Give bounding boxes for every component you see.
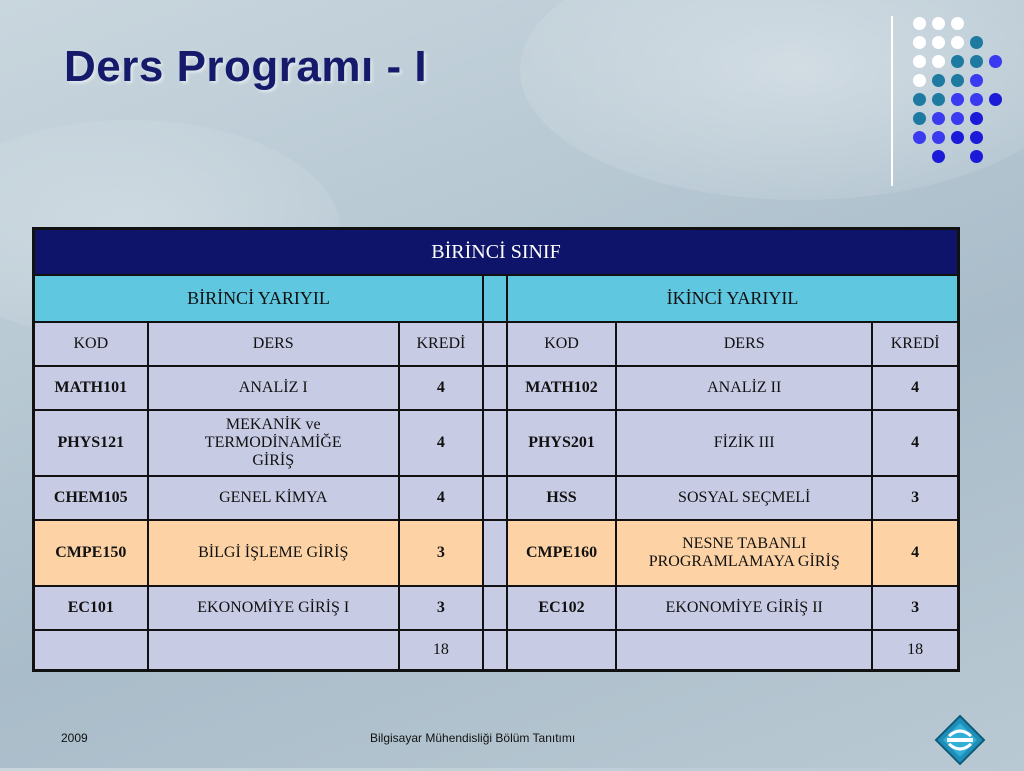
total-credit-first: 18: [399, 630, 483, 670]
course-name: SOSYAL SEÇMELİ: [616, 476, 872, 520]
course-code: PHYS121: [34, 410, 148, 476]
slide-title: Ders Programı - I: [64, 42, 428, 91]
course-name: FİZİK III: [616, 410, 872, 476]
column-gap: [483, 410, 507, 476]
column-header-course: DERS: [616, 322, 872, 366]
column-gap: [483, 630, 507, 670]
totals-row: [34, 630, 959, 670]
footer-text: Bilgisayar Mühendisliği Bölüm Tanıtımı: [370, 731, 576, 745]
course-code: CMPE160: [507, 520, 616, 586]
course-code: HSS: [507, 476, 616, 520]
table-row: [34, 366, 959, 410]
table-row: [34, 410, 959, 476]
column-gap: [483, 520, 507, 586]
divider-line: [891, 16, 893, 186]
semester-header-second: İKİNCİ YARIYIL: [507, 275, 959, 322]
total-credit-second: 18: [872, 630, 958, 670]
column-gap: [483, 322, 507, 366]
course-name: MEKANİK ve TERMODİNAMİĞE GİRİŞ: [148, 410, 399, 476]
course-name: ANALİZ II: [616, 366, 872, 410]
course-schedule-table: [32, 227, 960, 672]
column-gap: [483, 476, 507, 520]
course-name: NESNE TABANLI PROGRAMLAMAYA GİRİŞ: [616, 520, 872, 586]
course-name: EKONOMİYE GİRİŞ II: [616, 586, 872, 630]
course-code: MATH101: [34, 366, 148, 410]
course-name: GENEL KİMYA: [148, 476, 399, 520]
empty-cell: [34, 630, 148, 670]
course-credit: 4: [399, 476, 483, 520]
empty-cell: [616, 630, 872, 670]
table-row-highlighted: [34, 520, 959, 586]
department-logo-icon: [934, 714, 986, 766]
column-header-code: KOD: [34, 322, 148, 366]
course-name: EKONOMİYE GİRİŞ I: [148, 586, 399, 630]
course-code: EC102: [507, 586, 616, 630]
semester-gap: [483, 275, 507, 322]
course-credit: 4: [872, 410, 958, 476]
course-credit: 3: [399, 586, 483, 630]
course-code: EC101: [34, 586, 148, 630]
column-header-credit: KREDİ: [399, 322, 483, 366]
background-decoration: [520, 0, 1024, 200]
course-code: PHYS201: [507, 410, 616, 476]
course-code: MATH102: [507, 366, 616, 410]
course-credit: 3: [872, 476, 958, 520]
empty-cell: [148, 630, 399, 670]
empty-cell: [507, 630, 616, 670]
course-credit: 4: [399, 366, 483, 410]
course-name: ANALİZ I: [148, 366, 399, 410]
semester-header-first: BİRİNCİ YARIYIL: [34, 275, 483, 322]
column-gap: [483, 586, 507, 630]
course-credit: 4: [872, 366, 958, 410]
table-row: [34, 476, 959, 520]
course-credit: 3: [872, 586, 958, 630]
course-credit: 4: [399, 410, 483, 476]
table-header: BİRİNCİ SINIF: [34, 229, 959, 276]
course-code: CHEM105: [34, 476, 148, 520]
course-credit: 4: [872, 520, 958, 586]
course-credit: 3: [399, 520, 483, 586]
course-name: BİLGİ İŞLEME GİRİŞ: [148, 520, 399, 586]
column-header-code: KOD: [507, 322, 616, 366]
column-header-credit: KREDİ: [872, 322, 958, 366]
course-code: CMPE150: [34, 520, 148, 586]
column-header-course: DERS: [148, 322, 399, 366]
footer-year: 2009: [61, 731, 88, 745]
table-row: [34, 586, 959, 630]
column-gap: [483, 366, 507, 410]
